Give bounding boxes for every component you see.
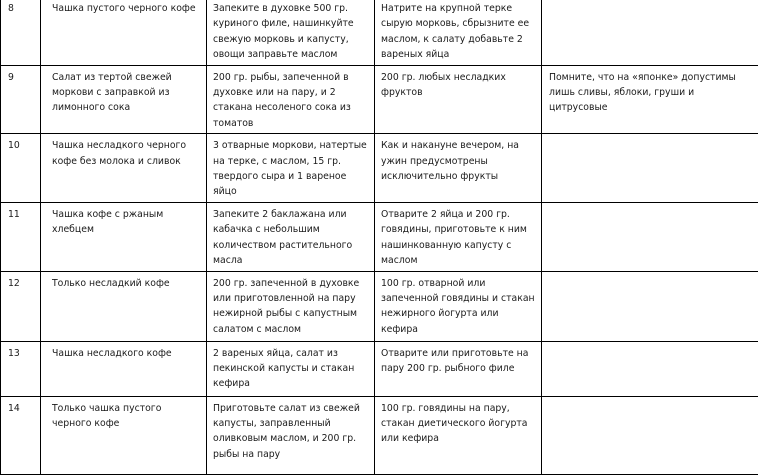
breakfast-cell: Чашка несладкого черного кофе без молока и сливок [41, 134, 207, 203]
table-row [1, 341, 758, 396]
lunch-cell: 2 вареных яйца, салат из пекинской капусты и стакан кефира [207, 341, 375, 396]
breakfast-cell: Только несладкий кофе [41, 271, 207, 341]
dinner-cell: 100 гр. говядины на пару, стакан диетического йогурта или кефира [375, 396, 542, 474]
note-cell: Помните, что на «японке» допустимы лишь сливы, яблоки, груши и цитрусовые [542, 65, 758, 134]
dinner-cell: Натрите на крупной терке сырую морковь, сбрызните ее маслом, к салату добавьте 2 вареных яйца [375, 0, 542, 65]
note-cell [542, 0, 758, 65]
breakfast-cell: Только чашка пустого черного кофе [41, 396, 207, 474]
note-cell [542, 202, 758, 271]
table-row [1, 271, 758, 341]
dinner-cell: Отварите или приготовьте на пару 200 гр. рыбного филе [375, 341, 542, 396]
lunch-cell: Запеките в духовке 500 гр. куриного филе, нашинкуйте свежую морковь и капусту, овощи заправьте маслом [207, 0, 375, 65]
lunch-cell: 200 гр. запеченной в духовке или приготовленной на пару нежирной рыбы с капустным салатом с маслом [207, 271, 375, 341]
note-cell [542, 271, 758, 341]
dinner-cell: Как и накануне вечером, на ужин предусмотрены исключительно фрукты [375, 134, 542, 203]
table-row [1, 0, 758, 65]
note-cell [542, 341, 758, 396]
day-number-cell: 10 [1, 134, 41, 203]
lunch-cell: 200 гр. рыбы, запеченной в духовке или на пару, и 2 стакана несоленого сока из томатов [207, 65, 375, 134]
day-number-cell: 14 [1, 396, 41, 474]
note-cell [542, 134, 758, 203]
breakfast-cell: Чашка несладкого кофе [41, 341, 207, 396]
dinner-cell: 100 гр. отварной или запеченной говядины и стакан нежирного йогурта или кефира [375, 271, 542, 341]
breakfast-cell: Салат из тертой свежей моркови с заправкой из лимонного сока [41, 65, 207, 134]
table-row [1, 134, 758, 203]
table-row [1, 396, 758, 474]
lunch-cell: Запеките 2 баклажана или кабачка с небольшим количеством растительного масла [207, 202, 375, 271]
day-number-cell: 8 [1, 0, 41, 65]
day-number-cell: 13 [1, 341, 41, 396]
lunch-cell: Приготовьте салат из свежей капусты, заправленный оливковым маслом, и 200 гр. рыбы на пару [207, 396, 375, 474]
dinner-cell: 200 гр. любых несладких фруктов [375, 65, 542, 134]
table-row [1, 202, 758, 271]
dinner-cell: Отварите 2 яйца и 200 гр. говядины, приготовьте к ним нашинкованную капусту с маслом [375, 202, 542, 271]
breakfast-cell: Чашка пустого черного кофе [41, 0, 207, 65]
day-number-cell: 9 [1, 65, 41, 134]
note-cell [542, 396, 758, 474]
day-number-cell: 12 [1, 271, 41, 341]
breakfast-cell: Чашка кофе с ржаным хлебцем [41, 202, 207, 271]
lunch-cell: 3 отварные моркови, натертые на терке, с маслом, 15 гр. твердого сыра и 1 вареное яйцо [207, 134, 375, 203]
day-number-cell: 11 [1, 202, 41, 271]
table-row [1, 65, 758, 134]
